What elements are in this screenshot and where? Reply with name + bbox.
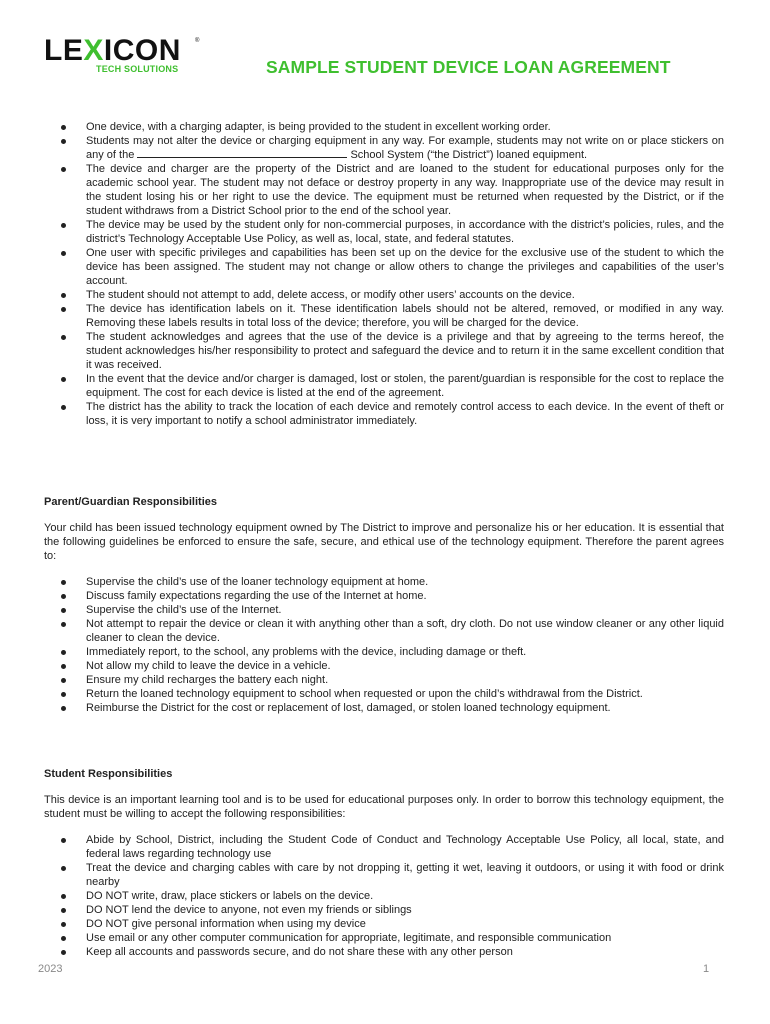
parent-intro: Your child has been issued technology equipment owned by The District to improve and personalize his or her education. It is essential that the following guidelines be enforced to ensure the safe, secure, and ethical use of the technology equipment. Therefore the parent agrees to: bbox=[44, 522, 724, 562]
list-item: Supervise the child’s use of the loaner technology equipment at home. bbox=[44, 575, 724, 589]
list-item: The device has identification labels on it. These identification labels should not be altered, removed, or modified in any way. Removing these labels results in total loss of the device; therefore, you will be charged for the device. bbox=[44, 302, 724, 330]
list-item: Abide by School, District, including the Student Code of Conduct and Technology Acceptable Use Policy, all local, state, and federal laws regarding technology use bbox=[44, 833, 724, 861]
logo-subtitle: TECH SOLUTIONS bbox=[96, 64, 179, 74]
student-section bbox=[44, 833, 724, 959]
list-item: Treat the device and charging cables with care by not dropping it, getting it wet, leaving it outdoors, or using it with food or drink nearby bbox=[44, 861, 724, 889]
lexicon-logo bbox=[44, 36, 204, 76]
terms-section bbox=[44, 120, 724, 428]
list-item: Return the loaned technology equipment to school when requested or upon the child’s withdrawal from the District. bbox=[44, 687, 724, 701]
list-item: Ensure my child recharges the battery each night. bbox=[44, 673, 724, 687]
terms-list bbox=[44, 120, 724, 428]
list-item: One user with specific privileges and capabilities has been set up on the device for the exclusive use of the student to which the device has been assigned. The student may not change or allow others to change the privileges and capabilities of the user’s account. bbox=[44, 246, 724, 288]
list-item: One device, with a charging adapter, is being provided to the student in excellent working order. bbox=[44, 120, 724, 134]
parent-heading: Parent/Guardian Responsibilities bbox=[44, 496, 217, 508]
logo-wordmark: LEXICON bbox=[44, 34, 181, 67]
list-item: Discuss family expectations regarding the use of the Internet at home. bbox=[44, 589, 724, 603]
list-item: In the event that the device and/or charger is damaged, lost or stolen, the parent/guardian is responsible for the cost to replace the equipment. The cost for each device is listed at the end of the agreement. bbox=[44, 372, 724, 400]
list-item: The device and charger are the property of the District and are loaned to the student for educational purposes only for the academic school year. The student may not deface or destroy property in any way. Inappropriate use of the device may result in the student losing his or her right to use the device. The equipment must be returned when requested by the District, or if the student withdraws from a District School prior to the end of the school year. bbox=[44, 162, 724, 218]
parent-section bbox=[44, 575, 724, 715]
blank-line bbox=[137, 148, 347, 158]
list-item: Use email or any other computer communication for appropriate, legitimate, and responsible communication bbox=[44, 931, 724, 945]
list-item: The device may be used by the student only for non-commercial purposes, in accordance with the district’s policies, rules, and the district’s Technology Acceptable Use Policy, as well as, local, state, and federal statutes. bbox=[44, 218, 724, 246]
list-item: Students may not alter the device or charging equipment in any way. For example, students may not write on or place stickers on any of the School System (“the District”) loaned equipment. bbox=[44, 134, 724, 162]
footer-year: 2023 bbox=[38, 963, 63, 975]
list-item: The student should not attempt to add, delete access, or modify other users’ accounts on the device. bbox=[44, 288, 724, 302]
page-title: SAMPLE STUDENT DEVICE LOAN AGREEMENT bbox=[266, 57, 671, 77]
student-intro: This device is an important learning tool and is to be used for educational purposes only. In order to borrow this technology equipment, the student must be willing to accept the following responsibilities: bbox=[44, 794, 724, 820]
parent-list bbox=[44, 575, 724, 715]
list-item: Reimburse the District for the cost or replacement of lost, damaged, or stolen loaned technology equipment. bbox=[44, 701, 724, 715]
list-item: The student acknowledges and agrees that the use of the device is a privilege and that by agreeing to the terms hereof, the student acknowledges his/her responsibility to protect and safeguard the device and to return it in the same excellent condition that it was received. bbox=[44, 330, 724, 372]
list-item: The district has the ability to track the location of each device and remotely control access to each device. In the event of theft or loss, it is very important to notify a school administrator immediately. bbox=[44, 400, 724, 428]
list-item: DO NOT give personal information when using my device bbox=[44, 917, 724, 931]
list-item: Not allow my child to leave the device in a vehicle. bbox=[44, 659, 724, 673]
list-item: DO NOT write, draw, place stickers or labels on the device. bbox=[44, 889, 724, 903]
list-item: Immediately report, to the school, any problems with the device, including damage or theft. bbox=[44, 645, 724, 659]
list-item: Supervise the child’s use of the Internet. bbox=[44, 603, 724, 617]
list-item: DO NOT lend the device to anyone, not even my friends or siblings bbox=[44, 903, 724, 917]
list-item: Not attempt to repair the device or clean it with anything other than a soft, dry cloth. Do not use window cleaner or any other liquid cleaner to clean the device. bbox=[44, 617, 724, 645]
logo-trademark: ® bbox=[195, 38, 200, 44]
student-list bbox=[44, 833, 724, 959]
list-item: Keep all accounts and passwords secure, and do not share these with any other person bbox=[44, 945, 724, 959]
page-number: 1 bbox=[703, 963, 710, 975]
student-heading: Student Responsibilities bbox=[44, 768, 173, 780]
